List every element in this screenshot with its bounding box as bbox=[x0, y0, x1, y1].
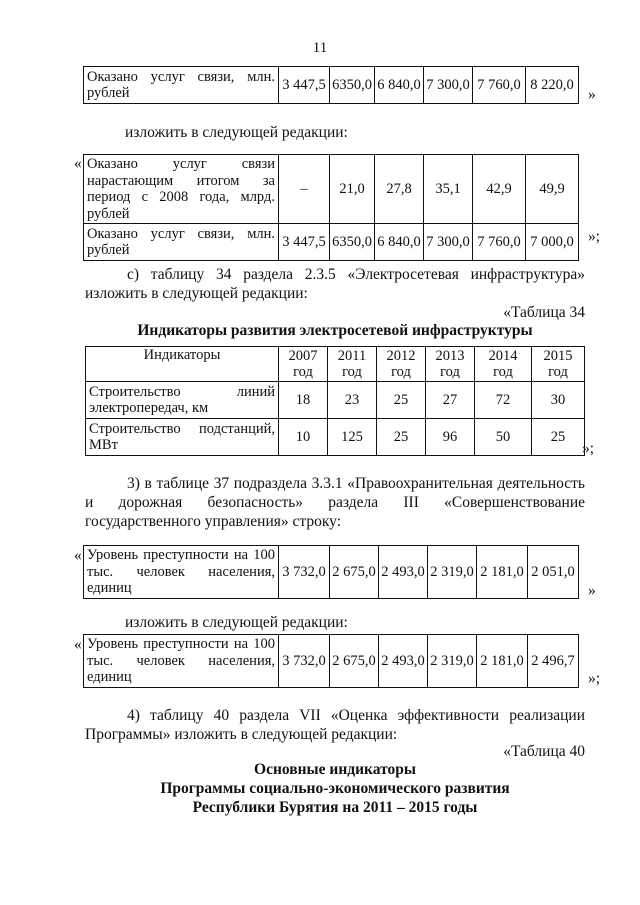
table-cell: 42,9 bbox=[473, 155, 526, 224]
redaction-text-1: изложить в следующей редакции: bbox=[125, 124, 348, 141]
table-communication-old bbox=[83, 66, 579, 104]
table-cell: 6350,0 bbox=[330, 224, 375, 261]
table-cell: 25 bbox=[532, 419, 585, 456]
table-cell: – bbox=[279, 155, 330, 224]
table-cell: 10 bbox=[279, 419, 328, 456]
table34-reference: «Таблица 34 bbox=[503, 304, 585, 321]
table-cell: 25 bbox=[377, 382, 426, 419]
table-cell: 27,8 bbox=[375, 155, 424, 224]
table34-title: Индикаторы развития электросетевой инфраструктуры bbox=[137, 322, 533, 339]
table-cell: 2 496,7 bbox=[528, 635, 579, 688]
table-cell: 8 220,0 bbox=[526, 67, 579, 104]
table-row bbox=[86, 419, 585, 456]
close-quote: »; bbox=[588, 228, 601, 245]
row-label: Строительство линий электропередач, км bbox=[86, 382, 279, 419]
page-number: 11 bbox=[312, 40, 328, 56]
table-cell: 3 447,5 bbox=[279, 224, 330, 261]
column-header: 2012 год bbox=[377, 347, 426, 382]
close-quote: » bbox=[588, 582, 596, 599]
table-row bbox=[84, 155, 579, 224]
row-label: Оказано услуг связи нарастающим итогом за период с 2008 года, млрд. рублей bbox=[84, 155, 279, 224]
table-cell: 7 760,0 bbox=[473, 224, 526, 261]
table-cell: 3 447,5 bbox=[279, 67, 330, 104]
table-cell: 3 732,0 bbox=[279, 635, 330, 688]
table40-title-line-1: Основные индикаторы bbox=[254, 761, 416, 778]
table-cell: 7 300,0 bbox=[424, 67, 473, 104]
table-cell: 2 181,0 bbox=[477, 635, 528, 688]
table-cell: 2 675,0 bbox=[330, 546, 379, 599]
row-label: Строительство подстанций, МВт bbox=[86, 419, 279, 456]
table-cell: 2 493,0 bbox=[379, 546, 428, 599]
close-quote: »; bbox=[582, 440, 595, 457]
column-header: 2014 год bbox=[475, 347, 532, 382]
paragraph-3: 3) в таблице 37 подраздела 3.3.1 «Правоохранительная деятельность и дорожная безопасность» раздела III «Совершенствование государственного управления» строку: bbox=[85, 475, 585, 530]
table-cell: 2 051,0 bbox=[528, 546, 579, 599]
column-header: 2007 год bbox=[279, 347, 328, 382]
column-header: 2013 год bbox=[426, 347, 475, 382]
close-quote: » bbox=[588, 86, 596, 103]
redaction-text-2: изложить в следующей редакции: bbox=[125, 614, 348, 631]
table40-title-line-2: Программы социально-экономического развития bbox=[160, 780, 510, 797]
table-cell: 7 300,0 bbox=[424, 224, 473, 261]
table-row bbox=[84, 224, 579, 261]
table-cell: 2 675,0 bbox=[330, 635, 379, 688]
open-quote: « bbox=[74, 547, 82, 564]
table-cell: 72 bbox=[475, 382, 532, 419]
column-header: 2011 год bbox=[328, 347, 377, 382]
table-cell: 25 bbox=[377, 419, 426, 456]
row-label: Оказано услуг связи, млн. рублей bbox=[84, 67, 279, 104]
table-37-new-row bbox=[83, 634, 579, 688]
table-communication-new bbox=[83, 154, 579, 261]
table-cell: 7 760,0 bbox=[473, 67, 526, 104]
table-cell: 2 319,0 bbox=[428, 546, 477, 599]
table-row bbox=[84, 67, 579, 104]
table-cell: 125 bbox=[328, 419, 377, 456]
table-row bbox=[84, 546, 579, 599]
table-cell: 30 bbox=[532, 382, 585, 419]
table-cell: 23 bbox=[328, 382, 377, 419]
table-cell: 21,0 bbox=[330, 155, 375, 224]
table-row bbox=[86, 382, 585, 419]
paragraph-c: с) таблицу 34 раздела 2.3.5 «Электросетевая инфраструктура» изложить в следующей редакции: bbox=[85, 266, 585, 302]
row-label: Уровень преступности на 100 тыс. человек населения, единиц bbox=[84, 635, 279, 688]
table-cell: 2 319,0 bbox=[428, 635, 477, 688]
paragraph-4: 4) таблицу 40 раздела VII «Оценка эффективности реализации Программы» изложить в следующей редакции: bbox=[85, 707, 585, 743]
table-cell: 27 bbox=[426, 382, 475, 419]
table-cell: 7 000,0 bbox=[526, 224, 579, 261]
table40-reference: «Таблица 40 bbox=[503, 743, 585, 760]
open-quote: « bbox=[74, 636, 82, 653]
table-cell: 96 bbox=[426, 419, 475, 456]
table-cell: 6350,0 bbox=[330, 67, 375, 104]
table-37-old-row bbox=[83, 545, 579, 599]
table-cell: 18 bbox=[279, 382, 328, 419]
table-cell: 2 493,0 bbox=[379, 635, 428, 688]
table-cell: 6 840,0 bbox=[375, 224, 424, 261]
open-quote: « bbox=[74, 155, 82, 172]
column-header: Индикаторы bbox=[86, 347, 279, 382]
table-cell: 3 732,0 bbox=[279, 546, 330, 599]
table-row bbox=[84, 635, 579, 688]
row-label: Оказано услуг связи, млн. рублей bbox=[84, 224, 279, 261]
close-quote: »; bbox=[588, 670, 601, 687]
table-cell: 35,1 bbox=[424, 155, 473, 224]
table-cell: 49,9 bbox=[526, 155, 579, 224]
table40-title-line-3: Республики Бурятия на 2011 – 2015 годы bbox=[192, 799, 478, 816]
table-header-row bbox=[86, 347, 585, 382]
table-34 bbox=[85, 346, 585, 456]
column-header: 2015 год bbox=[532, 347, 585, 382]
table-cell: 2 181,0 bbox=[477, 546, 528, 599]
table-cell: 6 840,0 bbox=[375, 67, 424, 104]
table-cell: 50 bbox=[475, 419, 532, 456]
row-label: Уровень преступности на 100 тыс. человек населения, единиц bbox=[84, 546, 279, 599]
